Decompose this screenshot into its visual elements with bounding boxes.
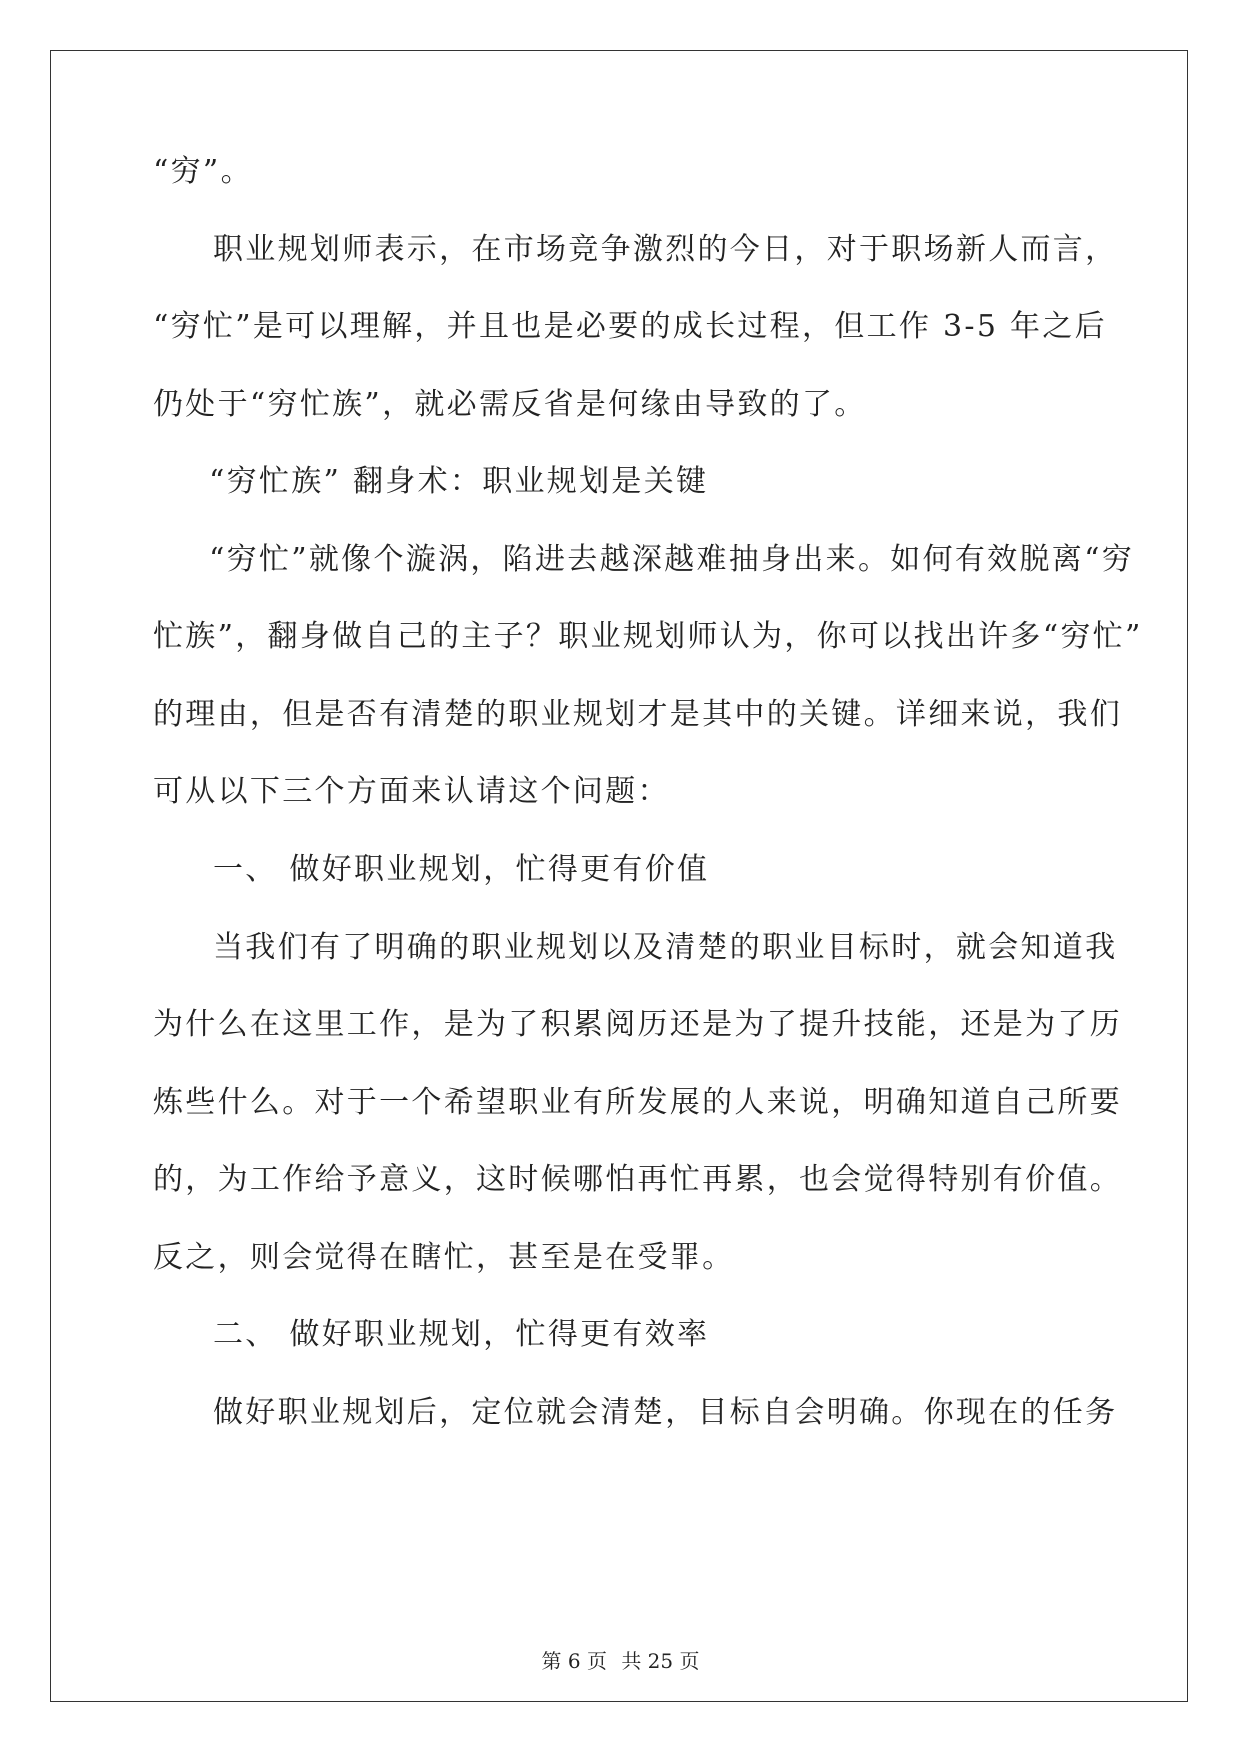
text-line: 忙族”，翻身做自己的主子？职业规划师认为，你可以找出许多“穷忙” (153, 619, 1143, 654)
text-line: 可从以下三个方面来认请这个问题： (153, 774, 670, 809)
section-heading: “穷忙族” 翻身术：职业规划是关键 (209, 464, 709, 499)
text-line: “穷忙”是可以理解，并且也是必要的成长过程，但工作 3-5 年之后 (153, 309, 1107, 344)
text-line: 为什么在这里工作，是为了积累阅历还是为了提升技能，还是为了历 (153, 1007, 1122, 1042)
section-heading: 一、 做好职业规划，忙得更有价值 (213, 852, 710, 887)
text-line: 当我们有了明确的职业规划以及清楚的职业目标时，就会知道我 (213, 930, 1118, 965)
text-line: 炼些什么。对于一个希望职业有所发展的人来说，明确知道自己所要 (153, 1085, 1122, 1120)
text-line: 的理由，但是否有清楚的职业规划才是其中的关键。详细来说，我们 (153, 697, 1122, 732)
text-line: 做好职业规划后，定位就会清楚，目标自会明确。你现在的任务 (213, 1395, 1118, 1430)
text-line: “穷”。 (153, 154, 253, 189)
page-footer (0, 1648, 1241, 1674)
text-line: 反之，则会觉得在瞎忙，甚至是在受罪。 (153, 1240, 735, 1275)
text-line: 的，为工作给予意义，这时候哪怕再忙再累，也会觉得特别有价值。 (153, 1162, 1122, 1197)
text-line: 仍处于“穷忙族”，就必需反省是何缘由导致的了。 (153, 387, 867, 422)
text-line: 职业规划师表示，在市场竞争激烈的今日，对于职场新人而言， (213, 232, 1118, 267)
page-number: 第 6 页 (541, 1649, 607, 1673)
section-heading: 二、 做好职业规划，忙得更有效率 (213, 1317, 710, 1352)
text-line: “穷忙”就像个漩涡，陷进去越深越难抽身出来。如何有效脱离“穷 (209, 542, 1135, 577)
page-total: 共 25 页 (621, 1649, 700, 1673)
